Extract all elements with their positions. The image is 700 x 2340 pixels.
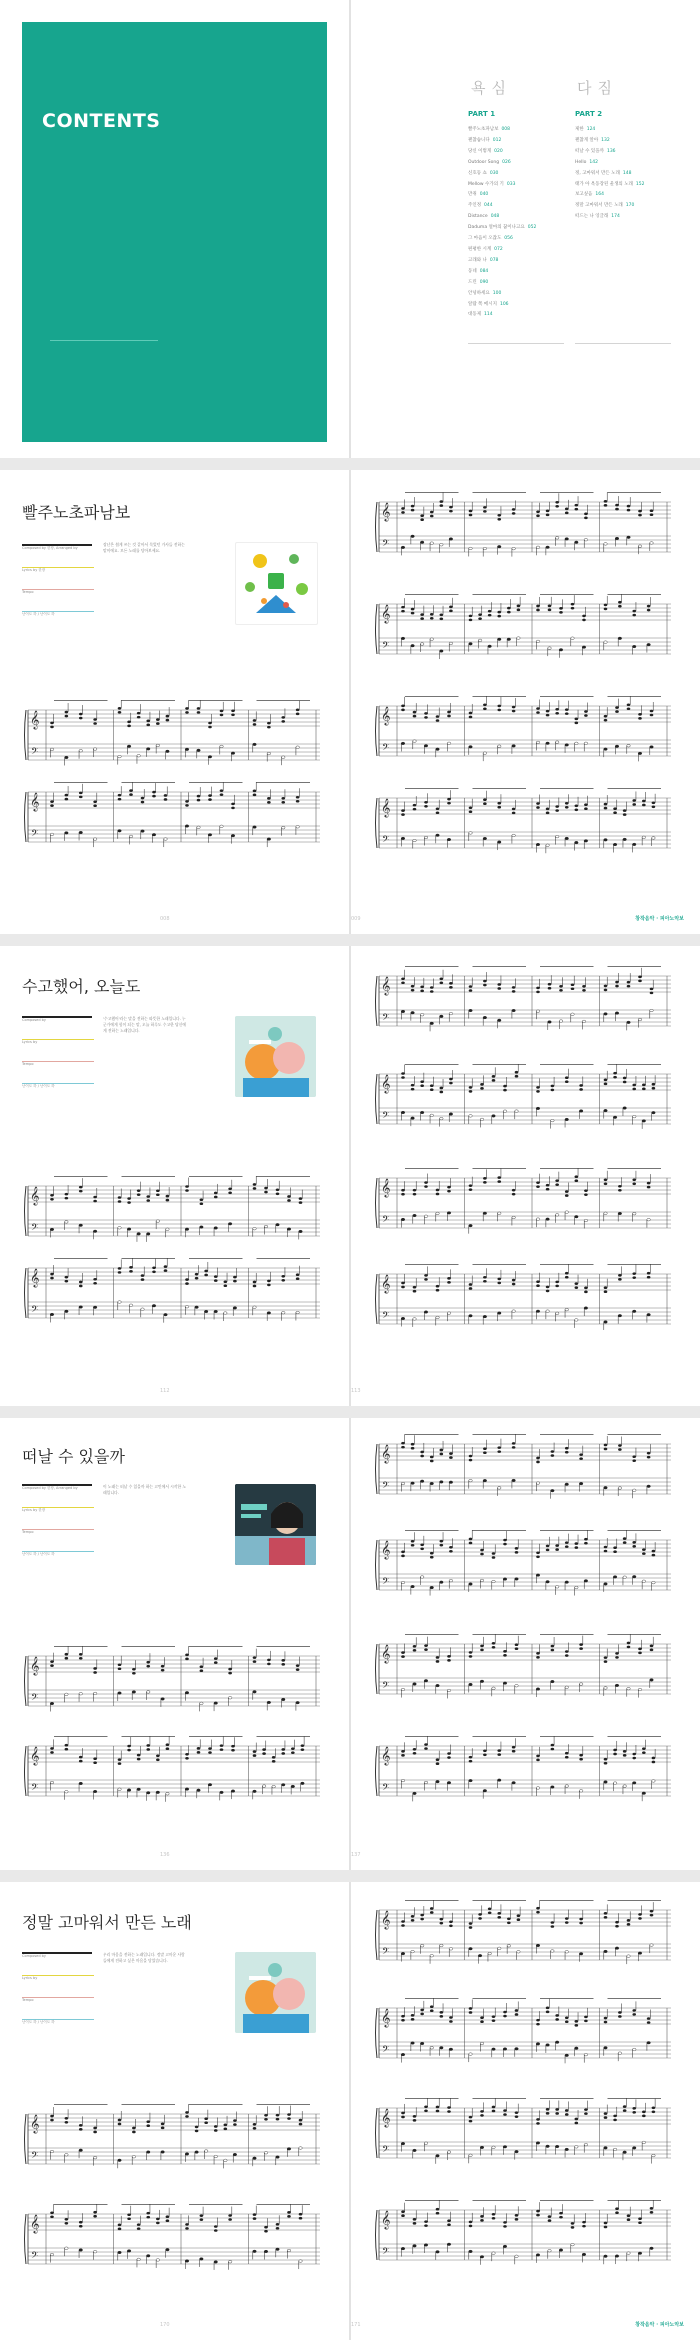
song-description: 장난은 쉽게 쓰는 것 같아서 묵었던 가사들 전하는 말이에요. 모든 노래를 담아보세요. <box>103 542 185 553</box>
page-number: 171 <box>351 2322 361 2328</box>
song-spread <box>0 1418 700 1870</box>
toc-item[interactable] <box>468 289 536 300</box>
toc-item-page: 142 <box>589 159 598 165</box>
contents-right-page <box>351 0 700 458</box>
toc-item-title: 태가 아 옥동장된 울생의 노래 <box>575 181 633 187</box>
part2-toc-list <box>575 125 644 223</box>
toc-item[interactable] <box>468 147 536 158</box>
meta-composer: Composed by <box>22 1954 46 1958</box>
song-title: 정말 고마워서 만든 노래 <box>22 1913 192 1932</box>
sheet-music-system <box>373 1168 673 1240</box>
song-right-page <box>351 946 700 1406</box>
svg-text:𝄞: 𝄞 <box>381 706 391 725</box>
toc-item-title: Outdoor Song <box>468 159 500 165</box>
toc-item-page: 148 <box>622 170 632 176</box>
toc-item[interactable] <box>468 158 536 169</box>
score-svg <box>22 700 322 772</box>
toc-bottom-rule <box>575 343 671 344</box>
score-svg <box>373 1168 673 1240</box>
svg-text:𝄞: 𝄞 <box>30 2214 40 2233</box>
toc-item[interactable] <box>468 212 536 223</box>
album-cover <box>235 1484 316 1565</box>
part1-label: PART 1 <box>468 110 496 118</box>
toc-item-title: 제한 <box>575 127 584 132</box>
svg-text:𝄢: 𝄢 <box>31 2250 39 2263</box>
toc-item-title: 그 마음이 오잖도 <box>468 236 502 242</box>
part2-label: PART 2 <box>575 110 603 118</box>
contents-spread <box>0 0 700 458</box>
score-svg <box>373 1264 673 1336</box>
score-svg <box>373 1900 673 1972</box>
sheet-music-system <box>22 1646 322 1718</box>
toc-item-page: 174 <box>611 214 620 220</box>
toc-item-page: 078 <box>489 257 499 263</box>
meta-tempo: Tempo <box>22 1998 34 2002</box>
svg-text:𝄢: 𝄢 <box>382 640 390 653</box>
sheet-music-system <box>22 700 322 772</box>
toc-item[interactable] <box>468 201 536 212</box>
sheet-music-system <box>373 594 673 666</box>
contents-left-page <box>0 0 349 458</box>
toc-item-page: 090 <box>479 279 489 285</box>
svg-text:𝄢: 𝄢 <box>382 742 390 755</box>
svg-text:𝄞: 𝄞 <box>381 502 391 521</box>
svg-text:𝄢: 𝄢 <box>31 1692 39 1705</box>
score-svg <box>373 594 673 666</box>
toc-item-title: 동네 <box>468 268 477 274</box>
song-left-page <box>0 1418 349 1870</box>
score-svg <box>373 1064 673 1136</box>
svg-text:𝄞: 𝄞 <box>381 1540 391 1559</box>
album-cover <box>235 542 318 625</box>
toc-item-page: 044 <box>484 203 493 209</box>
toc-item-page: 033 <box>506 181 516 187</box>
sheet-music-system <box>373 1998 673 2070</box>
toc-item-title: Distance <box>468 214 488 220</box>
toc-item-page: 048 <box>490 214 500 220</box>
toc-item-title: 빨주노초파남보 <box>468 127 499 132</box>
svg-text:𝄢: 𝄢 <box>382 834 390 847</box>
toc-item-page: 008 <box>501 127 511 132</box>
sheet-music-system <box>373 1530 673 1602</box>
svg-text:𝄞: 𝄞 <box>381 798 391 817</box>
toc-item-page: 012 <box>492 137 502 143</box>
meta-lyrics: Lyrics by 한장 <box>22 568 46 572</box>
publisher-mark: 창작음악 · 피아노악보 <box>635 916 684 922</box>
toc-item[interactable] <box>468 125 536 136</box>
svg-text:𝄞: 𝄞 <box>30 2114 40 2133</box>
score-svg <box>22 1646 322 1718</box>
svg-text:𝄢: 𝄢 <box>382 1480 390 1493</box>
page-number: 009 <box>351 916 361 922</box>
page-number: 170 <box>160 2322 170 2328</box>
meta-level: 난이도 하 / 난이도 하 <box>22 2020 55 2024</box>
song-meta <box>22 1018 94 1089</box>
score-svg <box>22 2204 322 2276</box>
toc-item[interactable] <box>575 158 644 169</box>
svg-text:𝄢: 𝄢 <box>382 1110 390 1123</box>
svg-text:𝄢: 𝄢 <box>382 2246 390 2259</box>
svg-text:𝄢: 𝄢 <box>31 746 39 759</box>
toc-item-page: 084 <box>479 268 489 274</box>
publisher-mark: 창작음악 · 피아노악보 <box>635 2322 684 2328</box>
svg-text:𝄢: 𝄢 <box>31 1782 39 1795</box>
svg-text:𝄢: 𝄢 <box>382 1310 390 1323</box>
svg-text:𝄢: 𝄢 <box>382 538 390 551</box>
toc-item[interactable] <box>468 310 536 321</box>
song-spread <box>0 1882 700 2340</box>
song-meta <box>22 1486 94 1557</box>
toc-item[interactable] <box>468 234 536 245</box>
sheet-music-system <box>373 788 673 860</box>
svg-text:𝄢: 𝄢 <box>382 1782 390 1795</box>
svg-text:𝄢: 𝄢 <box>382 1946 390 1959</box>
sheet-music-system <box>373 1434 673 1506</box>
toc-item-title: Daduma 얼마의 꿈이나고요 <box>468 225 525 231</box>
song-left-page <box>0 470 349 934</box>
cover-divider <box>50 340 158 341</box>
toc-item[interactable] <box>575 190 644 201</box>
score-svg <box>373 696 673 768</box>
toc-bottom-rule <box>468 343 564 344</box>
score-svg <box>373 1530 673 1602</box>
meta-composer: Composed by 한장, Arranged by <box>22 1486 78 1490</box>
toc-item-page: 106 <box>499 301 509 307</box>
meta-composer: Composed by 한장, Arranged by <box>22 546 78 550</box>
toc-item-page: 170 <box>625 203 635 209</box>
svg-text:𝄢: 𝄢 <box>31 1222 39 1235</box>
page-number: 008 <box>160 916 170 922</box>
song-spread <box>0 946 700 1406</box>
toc-item[interactable] <box>575 212 644 223</box>
score-svg <box>373 492 673 564</box>
toc-item[interactable] <box>468 169 536 180</box>
song-meta <box>22 546 94 617</box>
sheet-music-system <box>22 1258 322 1330</box>
svg-text:𝄞: 𝄞 <box>381 2210 391 2229</box>
meta-lyrics: Lyrics by <box>22 1040 38 1044</box>
score-svg <box>373 1634 673 1706</box>
part2-heading: 다짐 <box>577 79 618 97</box>
toc-item-page: 056 <box>504 236 513 242</box>
toc-item[interactable] <box>468 300 536 311</box>
toc-item-title: 괜찮습니다 <box>468 137 490 143</box>
toc-item-title: 보고싶음 <box>575 192 593 198</box>
sheet-music-system <box>373 492 673 564</box>
song-title: 수고했어, 오늘도 <box>22 977 141 996</box>
sheet-music-system <box>373 966 673 1038</box>
part1-toc-list <box>468 125 536 321</box>
toc-item[interactable] <box>575 180 644 191</box>
svg-text:𝄞: 𝄞 <box>381 1178 391 1197</box>
svg-text:𝄞: 𝄞 <box>30 1746 40 1765</box>
toc-item[interactable] <box>575 201 644 212</box>
toc-item-title: 떠날 수 있을까 <box>575 148 604 154</box>
toc-item-page: 114 <box>484 312 493 318</box>
svg-text:𝄞: 𝄞 <box>381 1074 391 1093</box>
toc-item-title: 괜찮게 알아 <box>575 137 599 143</box>
score-svg <box>373 1736 673 1808</box>
meta-tempo: Tempo <box>22 590 34 594</box>
svg-text:𝄞: 𝄞 <box>30 1186 40 1205</box>
song-left-page <box>0 946 349 1406</box>
toc-item-title: 주인정 <box>468 203 482 209</box>
toc-item[interactable] <box>468 190 536 201</box>
toc-item[interactable] <box>468 245 536 256</box>
score-svg <box>373 1998 673 2070</box>
toc-item-page: 100 <box>492 290 502 296</box>
meta-level: 난이도 하 / 난이도 하 <box>22 612 55 616</box>
svg-text:𝄢: 𝄢 <box>31 1304 39 1317</box>
svg-text:𝄢: 𝄢 <box>31 2150 39 2163</box>
meta-level: 난이도 하 / 난이도 하 <box>22 1552 55 1556</box>
svg-text:𝄞: 𝄞 <box>381 2008 391 2027</box>
toc-item-page: 164 <box>595 192 604 198</box>
song-description: '수고했어'라는 말을 전하는 따뜻한 노래입니다. 누군가에게 힘이 되는 말, 오늘 하루도 수고한 당신에게 전하는 노래입니다. <box>103 1016 187 1033</box>
sheet-music-system <box>22 782 322 854</box>
score-svg <box>22 1176 322 1248</box>
toc-item-page: 020 <box>494 148 503 154</box>
meta-tempo: Tempo <box>22 1530 34 1534</box>
svg-text:𝄞: 𝄞 <box>381 604 391 623</box>
song-meta <box>22 1954 94 2025</box>
toc-item[interactable] <box>468 278 536 289</box>
sheet-music-system <box>22 1176 322 1248</box>
song-spread <box>0 470 700 934</box>
score-svg <box>22 782 322 854</box>
meta-level: 난이도 하 / 난이도 하 <box>22 1084 55 1088</box>
toc-item-title: 신호등 쇼 <box>468 170 487 176</box>
sheet-music-system <box>373 1264 673 1336</box>
score-svg <box>373 1434 673 1506</box>
toc-item[interactable] <box>468 256 536 267</box>
toc-item-title: Hello <box>575 159 587 165</box>
svg-text:𝄢: 𝄢 <box>382 1214 390 1227</box>
song-left-page <box>0 1882 349 2340</box>
score-svg <box>373 2200 673 2272</box>
sheet-music-system <box>22 2204 322 2276</box>
toc-item-title: 당신 이렇게 <box>468 148 492 154</box>
toc-item-page: 152 <box>635 181 645 187</box>
svg-text:𝄢: 𝄢 <box>382 1680 390 1693</box>
song-description: 이 노래는 떠날 수 있을까 하는 고민에서 시작한 노래입니다. <box>103 1484 187 1495</box>
sheet-music-system <box>373 2200 673 2272</box>
toc-item[interactable] <box>468 267 536 278</box>
svg-text:𝄞: 𝄞 <box>381 1644 391 1663</box>
toc-item-title: 알람 쪽 메시지 <box>468 301 497 307</box>
svg-text:𝄞: 𝄞 <box>381 1274 391 1293</box>
page-number: 137 <box>351 1852 361 1858</box>
toc-item[interactable] <box>575 136 644 147</box>
score-svg <box>373 788 673 860</box>
meta-composer: Composed by <box>22 1018 46 1022</box>
toc-item-title: 안녕하세요 <box>468 290 490 296</box>
toc-item[interactable] <box>575 125 644 136</box>
contents-title: CONTENTS <box>42 110 161 132</box>
toc-item-page: 072 <box>494 246 503 252</box>
page-number: 112 <box>160 1388 170 1394</box>
song-title: 빨주노초파남보 <box>22 503 131 522</box>
sheet-music-system <box>373 1900 673 1972</box>
song-right-page <box>351 470 700 934</box>
album-cover <box>235 1016 316 1097</box>
svg-text:𝄞: 𝄞 <box>381 976 391 995</box>
score-svg <box>22 2104 322 2176</box>
meta-lyrics: Lyrics by 한장 <box>22 1508 46 1512</box>
sheet-music-system <box>373 1634 673 1706</box>
svg-text:𝄢: 𝄢 <box>382 2144 390 2157</box>
toc-item-title: 드린 <box>468 279 477 285</box>
toc-item-page: 132 <box>601 137 610 143</box>
song-right-page <box>351 1418 700 1870</box>
sheet-music-system <box>22 1736 322 1808</box>
toc-item-page: 136 <box>606 148 616 154</box>
toc-item-title: 고래와 나 <box>468 257 487 263</box>
meta-tempo: Tempo <box>22 1062 34 1066</box>
svg-text:𝄞: 𝄞 <box>381 2108 391 2127</box>
toc-item-title: 만취 <box>468 192 477 198</box>
svg-text:𝄢: 𝄢 <box>31 828 39 841</box>
score-svg <box>373 2098 673 2170</box>
toc-item[interactable] <box>468 180 536 191</box>
svg-text:𝄢: 𝄢 <box>382 1576 390 1589</box>
toc-item-title: 정말 고마워서 만든 노래 <box>575 203 623 209</box>
song-right-page <box>351 1882 700 2340</box>
toc-item-page: 124 <box>586 127 596 132</box>
toc-item[interactable] <box>575 169 644 180</box>
sheet-music-system <box>373 1736 673 1808</box>
toc-item-page: 052 <box>527 225 537 231</box>
toc-item-title: 정, 고마워서 만든 노래 <box>575 170 620 176</box>
score-svg <box>22 1258 322 1330</box>
toc-item[interactable] <box>468 136 536 147</box>
song-title: 떠날 수 있을까 <box>22 1447 125 1466</box>
svg-text:𝄞: 𝄞 <box>381 1910 391 1929</box>
page-number: 136 <box>160 1852 170 1858</box>
svg-text:𝄢: 𝄢 <box>382 1012 390 1025</box>
toc-item-page: 030 <box>489 170 499 176</box>
svg-text:𝄞: 𝄞 <box>30 1656 40 1675</box>
score-svg <box>22 1736 322 1808</box>
svg-text:𝄞: 𝄞 <box>30 1268 40 1287</box>
svg-text:𝄞: 𝄞 <box>381 1746 391 1765</box>
toc-item-title: 대동제 <box>468 312 482 318</box>
svg-text:𝄢: 𝄢 <box>382 2044 390 2057</box>
svg-text:𝄞: 𝄞 <box>381 1444 391 1463</box>
album-cover <box>235 1952 316 2033</box>
score-svg <box>373 966 673 1038</box>
sheet-music-system <box>373 2098 673 2170</box>
contents-cover-panel <box>22 22 327 442</box>
page-number: 113 <box>351 1388 361 1394</box>
sheet-music-system <box>373 1064 673 1136</box>
toc-item[interactable] <box>575 147 644 158</box>
sheet-music-system <box>22 2104 322 2176</box>
toc-item-title: 편평한 시계 <box>468 246 492 252</box>
sheet-music-system <box>373 696 673 768</box>
svg-text:𝄞: 𝄞 <box>30 792 40 811</box>
song-description: 우리 마음을 전하는 노래입니다. 정말 고마운 사람들에게 전하고 싶은 마음을 담았습니다. <box>103 1952 185 1963</box>
toc-item[interactable] <box>468 223 536 234</box>
toc-item-page: 040 <box>479 192 489 198</box>
toc-item-title: Mellow 수가의 기 <box>468 181 504 187</box>
svg-text:𝄞: 𝄞 <box>30 710 40 729</box>
toc-item-page: 026 <box>502 159 511 165</box>
part1-heading: 욕심 <box>471 79 512 97</box>
meta-lyrics: Lyrics by <box>22 1976 38 1980</box>
toc-item-title: 떠드는 나 잉글래 <box>575 214 609 220</box>
